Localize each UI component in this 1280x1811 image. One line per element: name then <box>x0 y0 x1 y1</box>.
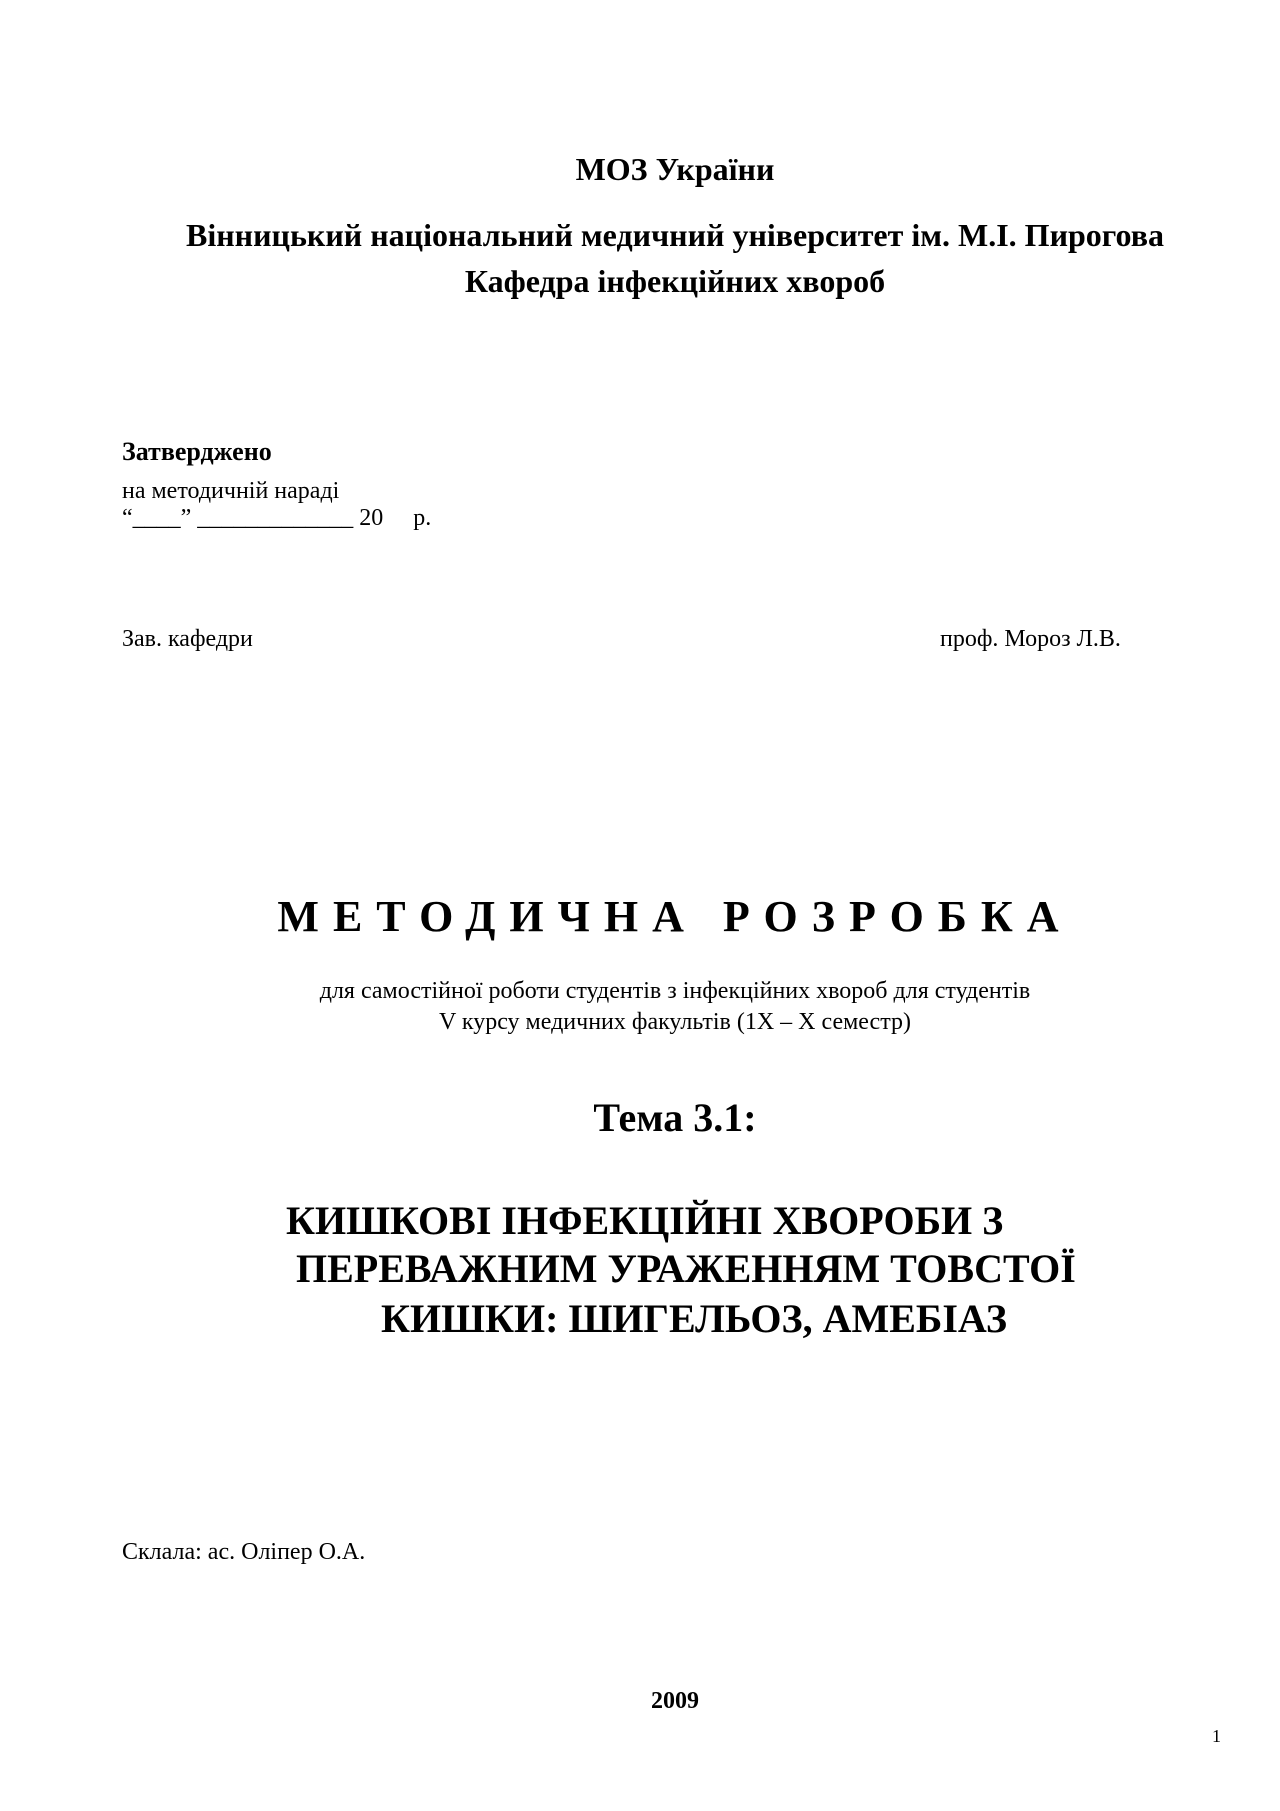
university-heading: Вінницький національний медичний університет ім. М.І. Пирогова <box>185 217 1165 253</box>
document-title: МЕТОДИЧНА РОЗРОБКА <box>277 892 1073 941</box>
author-line: Склала: ас. Оліпер О.А. <box>122 1539 366 1565</box>
topic-label: Тема 3.1: <box>593 1095 757 1140</box>
topic-title-line-2: ПЕРЕВАЖНИМ УРАЖЕННЯМ ТОВСТОЇ <box>296 1246 1076 1291</box>
approval-meeting: на методичній нараді <box>122 478 340 504</box>
topic-title-line-1: КИШКОВІ ІНФЕКЦІЙНІ ХВОРОБИ З <box>286 1198 1004 1243</box>
head-of-department-name: проф. Мороз Л.В. <box>940 626 1121 652</box>
document-subtitle-line-2: V курсу медичних факультів (1Х – Х семестр) <box>439 1009 911 1035</box>
page-number: 1 <box>1212 1726 1221 1746</box>
publication-year: 2009 <box>651 1688 699 1714</box>
department-heading: Кафедра інфекційних хвороб <box>464 263 886 299</box>
approval-date-line: “____” _____________ 20 р. <box>122 505 432 531</box>
document-subtitle-line-1: для самостійної роботи студентів з інфекційних хвороб для студентів <box>319 978 1031 1004</box>
head-of-department-label: Зав. кафедри <box>122 626 253 652</box>
topic-title-line-3: КИШКИ: ШИГЕЛЬОЗ, АМЕБІАЗ <box>381 1296 1007 1341</box>
ministry-heading: МОЗ України <box>575 151 775 187</box>
approval-title: Затверджено <box>122 437 272 466</box>
